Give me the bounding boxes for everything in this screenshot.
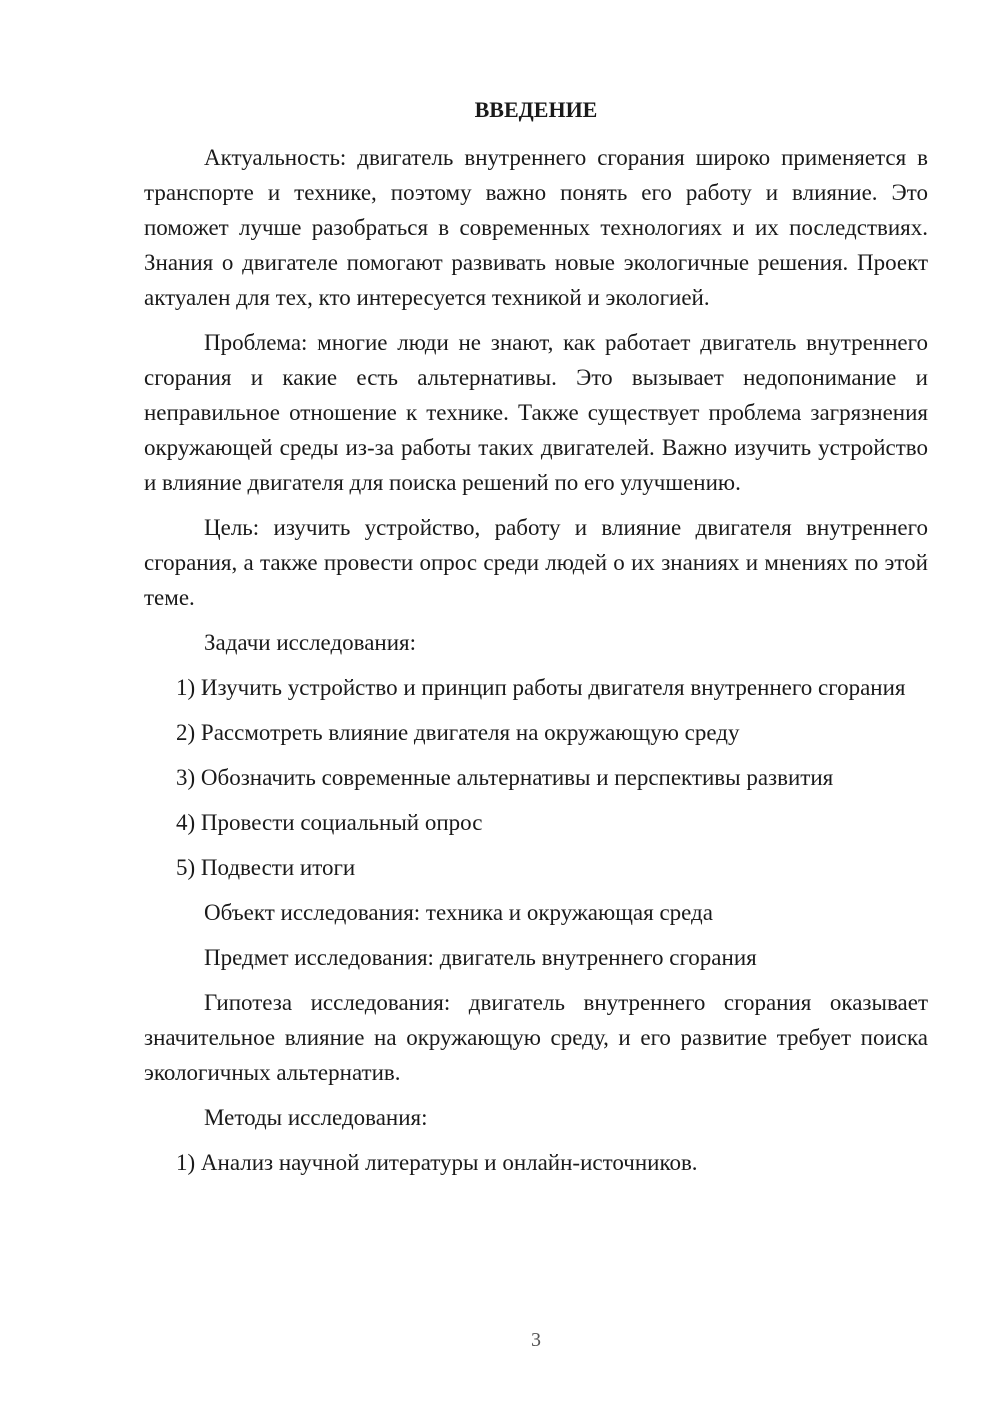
object-paragraph: Объект исследования: техника и окружающая среда — [204, 900, 713, 925]
list-item: 3) Обозначить современные альтернативы и перспективы развития — [176, 765, 834, 790]
list-item: 2) Рассмотреть влияние двигателя на окружающую среду — [176, 720, 740, 745]
problem-paragraph: Проблема: многие люди не знают, как работает двигатель внутреннего сгорания и какие есть альтернативы. Это вызывает недопонимание и неправильное отношение к технике. Также существует проблема загрязнения окружающей среды из-за работы таких двигателей. Важно изучить устройство и влияние двигателя для поиска решений по его улучшению. — [144, 330, 928, 495]
list-item: 5) Подвести итоги — [176, 855, 356, 880]
methods-heading: Методы исследования: — [204, 1105, 428, 1130]
relevance-paragraph: Актуальность: двигатель внутреннего сгорания широко применяется в транспорте и технике, поэтому важно понять его работу и влияние. Это поможет лучше разобраться в современных технологиях и их последствиях. Знания о двигателе помогают развивать новые экологичные решения. Проект актуален для тех, кто интересуется техникой и экологией. — [144, 145, 928, 310]
methods-list — [144, 1145, 928, 1180]
subject-paragraph: Предмет исследования: двигатель внутреннего сгорания — [204, 945, 757, 970]
list-item: 1) Анализ научной литературы и онлайн-источников. — [176, 1150, 698, 1175]
page-content — [144, 92, 928, 1190]
page-title: ВВЕДЕНИЕ — [474, 97, 598, 122]
hypothesis-paragraph: Гипотеза исследования: двигатель внутреннего сгорания оказывает значительное влияние на окружающую среду, и его развитие требует поиска экологичных альтернатив. — [144, 990, 928, 1085]
list-item: 1) Изучить устройство и принцип работы двигателя внутреннего сгорания — [176, 675, 906, 700]
tasks-list — [144, 670, 928, 885]
list-item: 4) Провести социальный опрос — [176, 810, 483, 835]
page-number: 3 — [531, 1329, 541, 1351]
goal-paragraph: Цель: изучить устройство, работу и влияние двигателя внутреннего сгорания, а также провести опрос среди людей о их знаниях и мнениях по этой теме. — [144, 515, 928, 610]
tasks-heading: Задачи исследования: — [204, 630, 417, 655]
